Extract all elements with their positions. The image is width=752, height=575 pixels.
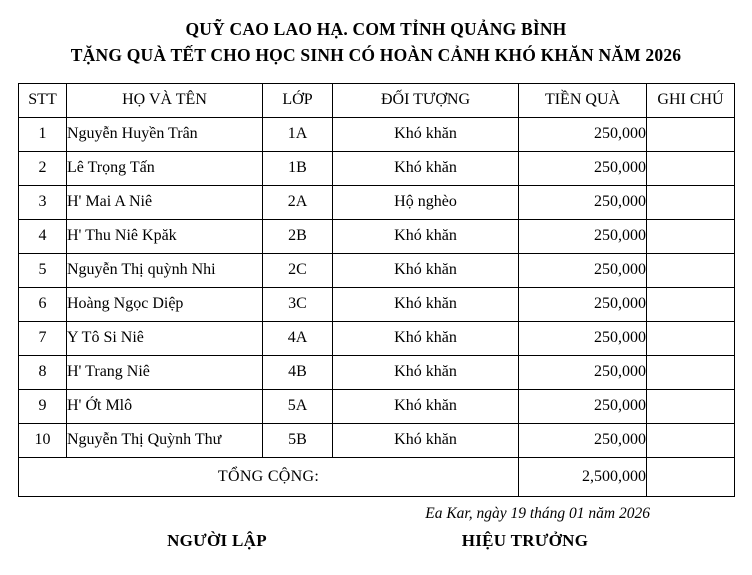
cell-stt: 9 [19,389,67,423]
cell-stt: 7 [19,321,67,355]
table-row [19,185,735,219]
cell-stt: 10 [19,423,67,457]
cell-money: 250,000 [519,389,647,423]
column-header-class: LỚP [263,83,333,117]
cell-stt: 8 [19,355,67,389]
signature-principal-label: HIỆU TRƯỞNG [461,530,589,550]
cell-class: 1B [263,151,333,185]
cell-name: Nguyễn Huyền Trân [67,117,263,151]
cell-name: H' Thu Niê Kpăk [67,219,263,253]
document-footer [18,505,734,575]
cell-stt: 6 [19,287,67,321]
cell-class: 4A [263,321,333,355]
cell-money: 250,000 [519,321,647,355]
table-row [19,423,735,457]
cell-note [647,219,735,253]
column-header-name: HỌ VÀ TÊN [67,83,263,117]
cell-target: Khó khăn [333,355,519,389]
cell-note [647,389,735,423]
cell-name: H' Ớt Mlô [67,389,263,423]
cell-class: 2A [263,185,333,219]
gift-list-table [18,83,735,497]
cell-target: Khó khăn [333,389,519,423]
table-header [19,83,735,117]
table-row [19,355,735,389]
cell-note [647,253,735,287]
column-header-stt: STT [19,83,67,117]
cell-note [647,287,735,321]
cell-name: Nguyễn Thị quỳnh Nhi [67,253,263,287]
cell-name: H' Trang Niê [67,355,263,389]
cell-class: 3C [263,287,333,321]
cell-money: 250,000 [519,151,647,185]
cell-name: Nguyễn Thị Quỳnh Thư [67,423,263,457]
cell-note [647,321,735,355]
signature-preparer-label: NGƯỜI LẬP [167,530,267,550]
cell-target: Khó khăn [333,287,519,321]
place-and-date: Ea Kar, ngày 19 tháng 01 năm 2026 [425,504,650,522]
cell-class: 2C [263,253,333,287]
cell-class: 5B [263,423,333,457]
table-header-row [19,83,735,117]
cell-target: Khó khăn [333,253,519,287]
cell-stt: 1 [19,117,67,151]
cell-target: Khó khăn [333,151,519,185]
cell-money: 250,000 [519,355,647,389]
cell-class: 1A [263,117,333,151]
cell-money: 250,000 [519,117,647,151]
total-note [647,457,735,496]
cell-target: Khó khăn [333,321,519,355]
signature-row [18,531,734,551]
table-row [19,253,735,287]
page-title-line-2: TẶNG QUÀ TẾT CHO HỌC SINH CÓ HOÀN CẢNH KHÓ KHĂN NĂM 2026 [70,45,682,66]
cell-money: 250,000 [519,219,647,253]
cell-stt: 5 [19,253,67,287]
cell-stt: 2 [19,151,67,185]
cell-note [647,185,735,219]
cell-class: 2B [263,219,333,253]
total-label: TỔNG CỘNG: [19,457,519,496]
column-header-target: ĐỐI TƯỢNG [333,83,519,117]
cell-target: Khó khăn [333,117,519,151]
cell-money: 250,000 [519,253,647,287]
table-body [19,117,735,496]
table-total-row [19,457,735,496]
cell-class: 4B [263,355,333,389]
cell-stt: 4 [19,219,67,253]
cell-target: Khó khăn [333,423,519,457]
cell-money: 250,000 [519,287,647,321]
column-header-money: TIỀN QUÀ [519,83,647,117]
cell-name: Hoàng Ngọc Diệp [67,287,263,321]
cell-money: 250,000 [519,423,647,457]
table-row [19,219,735,253]
cell-name: Y Tô Si Niê [67,321,263,355]
total-value: 2,500,000 [519,457,647,496]
table-row [19,321,735,355]
cell-note [647,423,735,457]
document-title-block [18,16,734,69]
cell-class: 5A [263,389,333,423]
cell-target: Khó khăn [333,219,519,253]
table-row [19,287,735,321]
table-row [19,151,735,185]
cell-note [647,355,735,389]
cell-note [647,117,735,151]
page-title-line-1: QUỸ CAO LAO HẠ. COM TỈNH QUẢNG BÌNH [185,19,567,39]
cell-name: Lê Trọng Tấn [67,151,263,185]
column-header-note: GHI CHÚ [647,83,735,117]
cell-name: H' Mai A Niê [67,185,263,219]
table-row [19,117,735,151]
cell-note [647,151,735,185]
cell-target: Hộ nghèo [333,185,519,219]
cell-money: 250,000 [519,185,647,219]
table-row [19,389,735,423]
cell-stt: 3 [19,185,67,219]
